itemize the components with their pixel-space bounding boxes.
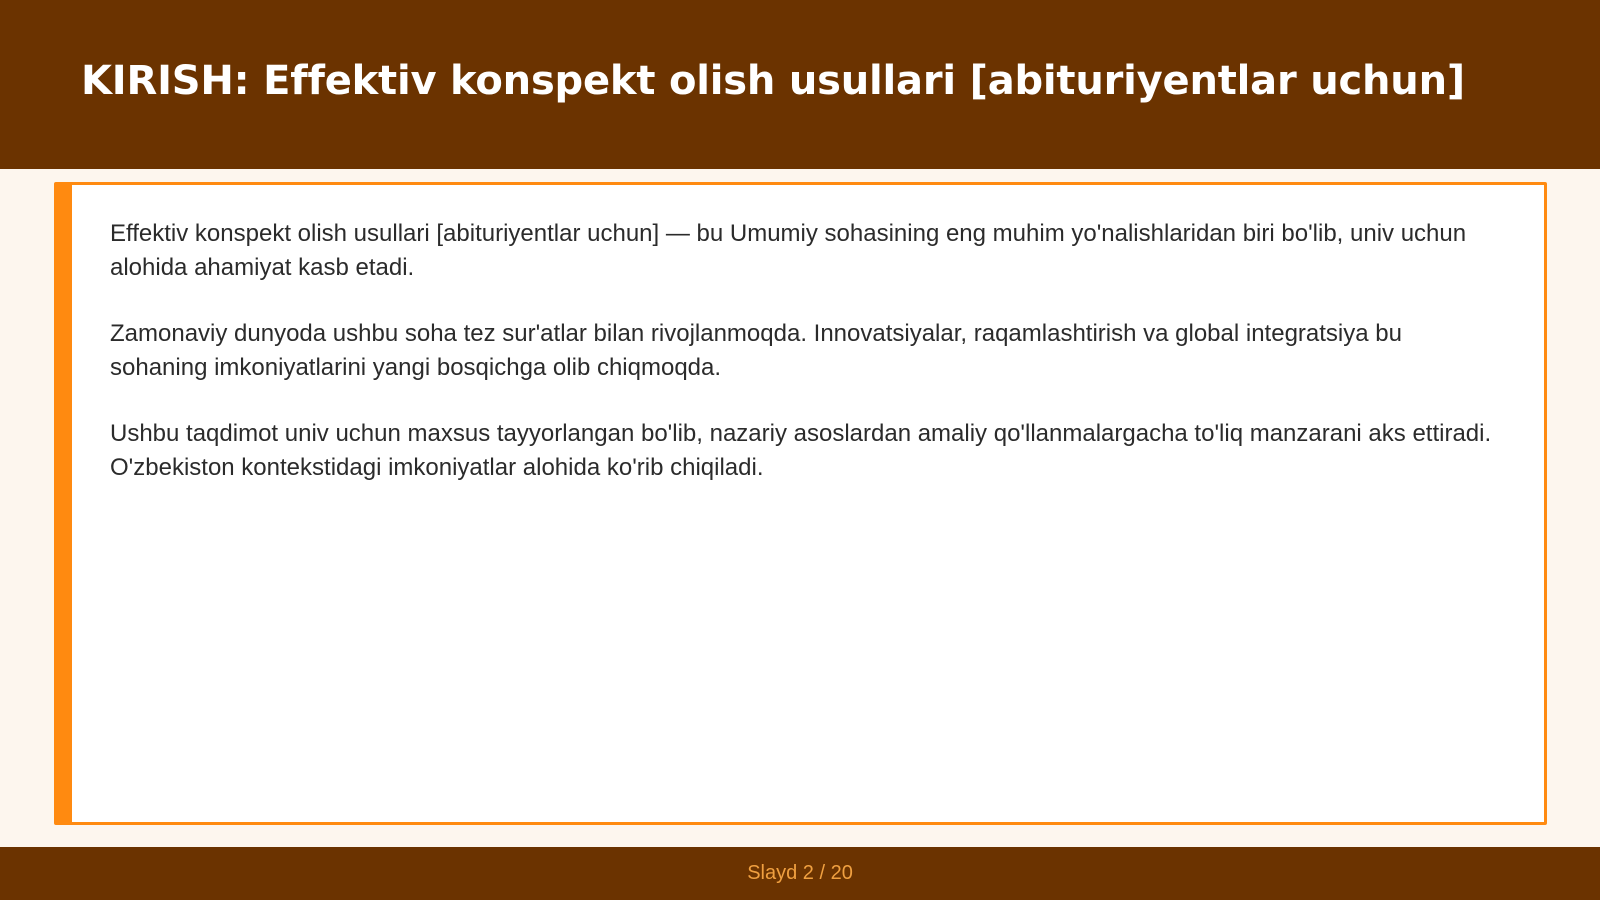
paragraph-presentation: Ushbu taqdimot univ uchun maxsus tayyorlangan bo'lib, nazariy asoslardan amaliy qo'llanmalargacha to'liq manzarani aks ettiradi. O'zbekiston kontekstidagi imkoniyatlar alohida ko'rib chiqiladi. bbox=[110, 420, 1492, 481]
slide-title: KIRISH: Effektiv konspekt olish usullari [abituriyentlar uchun] bbox=[81, 57, 1465, 104]
paragraph-modern-world: Zamonaviy dunyoda ushbu soha tez sur'atlar bilan rivojlanmoqda. Innovatsiyalar, raqamlashtirish va global integratsiya bu sohaning imkoniyatlarini yangi bosqichga olib chiqmoqda. bbox=[110, 320, 1402, 381]
slide-footer bbox=[0, 847, 1600, 900]
content-panel bbox=[54, 182, 1547, 825]
slide-counter: Slayd 2 / 20 bbox=[747, 862, 853, 884]
slide-header bbox=[0, 0, 1600, 169]
paragraph-intro: Effektiv konspekt olish usullari [abituriyentlar uchun] — bu Umumiy sohasining eng muhim yo'nalishlaridan biri bo'lib, univ uchun alohida ahamiyat kasb etadi. bbox=[110, 220, 1467, 281]
